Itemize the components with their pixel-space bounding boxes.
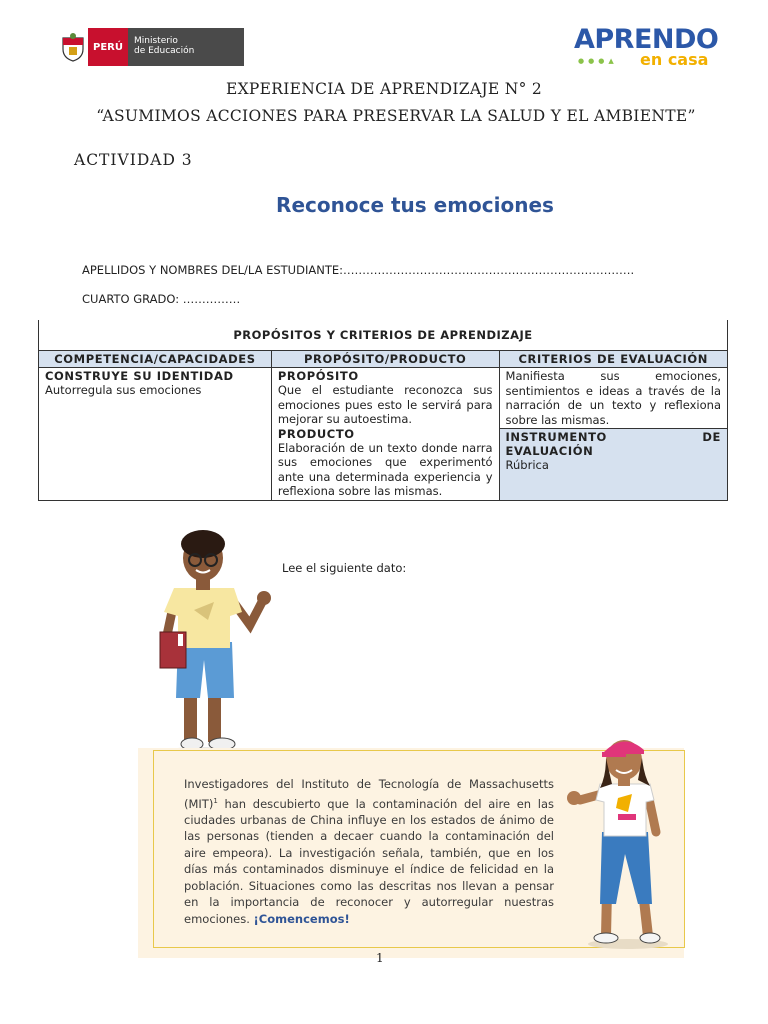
boy-illustration: [150, 530, 275, 760]
peru-shield-icon: [58, 28, 88, 66]
ministry-label: Ministerio de Educación: [128, 28, 244, 66]
brand-sub: en casa: [640, 50, 709, 69]
grade-field: CUARTO GRADO: ……………: [82, 292, 241, 306]
page-title: Reconoce tus emociones: [276, 193, 554, 217]
competency-cell: [39, 368, 272, 501]
read-prompt: Lee el siguiente dato:: [282, 561, 407, 575]
peru-label: PERÚ: [88, 28, 128, 66]
criteria-text: Manifiesta sus emociones, sentimientos e ideas a través de la narración de un texto y reflexiona sobre las mismas.: [505, 369, 721, 427]
call-to-action: ¡Comencemos!: [253, 911, 350, 926]
instrument-cell: [499, 429, 727, 501]
girl-illustration: [558, 736, 678, 952]
instrument-value: Rúbrica: [505, 458, 549, 472]
activity-label: ACTIVIDAD 3: [74, 151, 193, 169]
purpose-text: Que el estudiante reconozca sus emociones pues esto le servirá para mejorar su autoestima.: [277, 383, 493, 426]
instrument-word1: INSTRUMENTO: [505, 430, 607, 444]
table-caption: PROPÓSITOS Y CRITERIOS DE APRENDIZAJE: [39, 320, 728, 351]
header-purpose: PROPÓSITO/PRODUCTO: [271, 351, 499, 368]
brand-main: APRENDO: [574, 24, 719, 55]
purpose-cell: [271, 368, 499, 501]
page-number: 1: [376, 951, 384, 965]
aprendo-en-casa-logo: [574, 26, 724, 72]
product-text: Elaboración de un texto donde narra sus emociones que experimentó ante una determinada experiencia y reflexiona sobre las mismas.: [277, 440, 493, 498]
competency-title: CONSTRUYE SU IDENTIDAD: [45, 369, 234, 383]
competency-capacity: Autorregula sus emociones: [45, 383, 202, 397]
instrument-word3: EVALUACIÓN: [505, 444, 594, 458]
experience-heading: EXPERIENCIA DE APRENDIZAJE N° 2: [225, 80, 543, 98]
theme-heading: “ASUMIMOS ACCIONES PARA PRESERVAR LA SALUD Y EL AMBIENTE”: [96, 107, 696, 125]
header-competency: COMPETENCIA/CAPACIDADES: [39, 351, 272, 368]
minedu-logo: [58, 28, 244, 66]
info-paragraph: Investigadores del Instituto de Tecnología de Massachusetts (MIT)$^1$ han descubierto que la contaminación del aire en las ciudades urbanas de China influye en los estados de ánimo de las personas (tienden a decaer cuando la contaminación del aire empeora). La investigación señala, también, que en los días más contaminados disminuye el índice de felicidad en la población. Situaciones como las descritas nos llevan a pensar en la importancia de reconocer y autorregular nuestras emociones. ¡Comencemos!: [184, 777, 554, 926]
brand-dots-icon: ●●●▲: [578, 57, 618, 65]
header-criteria: CRITERIOS DE EVALUACIÓN: [499, 351, 727, 368]
criteria-table: [38, 320, 728, 501]
purpose-title: PROPÓSITO: [277, 369, 359, 383]
instrument-word2: DE: [702, 430, 721, 444]
footnote-marker: 1: [213, 796, 218, 805]
student-name-field: APELLIDOS Y NOMBRES DEL/LA ESTUDIANTE:………………………………………………………………….: [82, 263, 635, 277]
product-title: PRODUCTO: [277, 426, 355, 441]
criteria-cell: [499, 368, 727, 429]
